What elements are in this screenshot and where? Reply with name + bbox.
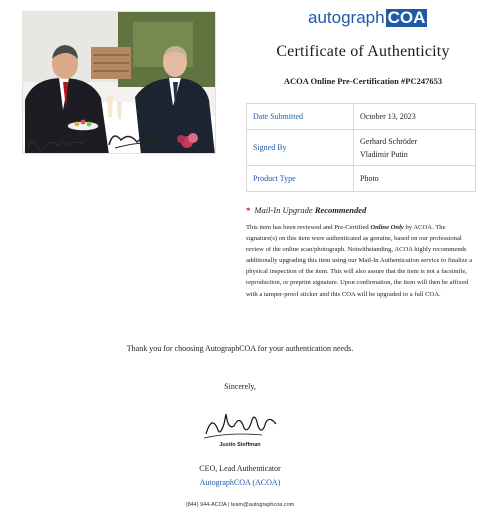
description-text: This item has been reviewed and Pre-Certified bbox=[246, 224, 371, 231]
thank-you-line: Thank you for choosing AutographCOA for your authentication needs. bbox=[126, 344, 354, 353]
mail-in-upgrade-notice bbox=[246, 205, 366, 215]
signed-by-row bbox=[247, 130, 476, 166]
date-submitted-label: Date Submitted bbox=[247, 104, 354, 130]
signer-printed-name: Justin Steffman bbox=[219, 442, 261, 448]
certification-description bbox=[246, 222, 478, 300]
date-submitted-text: October 13, 2023 bbox=[360, 112, 416, 121]
mail-in-upgrade-label: Mail-In Upgrade bbox=[254, 205, 313, 215]
autographcoa-logo bbox=[308, 8, 427, 28]
signed-by-value bbox=[354, 130, 476, 166]
product-type-row bbox=[247, 166, 476, 192]
product-type-value bbox=[354, 166, 476, 192]
signer-name: Gerhard Schröder bbox=[360, 136, 418, 146]
product-type-text: Photo bbox=[360, 174, 379, 183]
date-submitted-value bbox=[354, 104, 476, 130]
online-only-emphasis: Online Only bbox=[370, 224, 404, 231]
date-submitted-row bbox=[247, 104, 476, 130]
description-text: by ACOA. The signature(s) on this item were authenticated as genuine, based on our professional review of the online scan/photograph. Notwithstanding, ACOA highly recommends additionally upgrading this item using our bbox=[246, 224, 467, 265]
company-name: AutographCOA (ACOA) bbox=[199, 478, 281, 487]
contact-footer: (844) 944-ACOA | team@autographcoa.com bbox=[185, 502, 295, 508]
signer-title: CEO, Lead Authenticator bbox=[199, 464, 281, 473]
certificate-title: Certificate of Authenticity bbox=[276, 43, 450, 60]
ceo-signature bbox=[200, 408, 282, 442]
mail-in-authentication-link[interactable]: Mail-In Authentication bbox=[358, 257, 420, 265]
required-star-icon: * bbox=[246, 205, 251, 215]
signed-by-label: Signed By bbox=[247, 130, 354, 166]
description-text: service to finalize a physical inspection of the item. This will also assure that the item is not a facsimile, reproduction, or preprint signature. Upon confirmation, the item will then be affixed with a tamper-proof sticker and this COA will be upgraded to a full COA. bbox=[246, 257, 473, 298]
logo-coa-badge: COA bbox=[387, 8, 426, 27]
certificate-details-table bbox=[246, 103, 476, 192]
product-type-label: Product Type bbox=[247, 166, 354, 192]
signed-photo bbox=[22, 11, 216, 154]
signer-name: Vladimir Putin bbox=[360, 149, 408, 159]
recommended-label: Recommended bbox=[314, 205, 367, 215]
signed-photo-image bbox=[23, 12, 216, 154]
sincerely-line: Sincerely, bbox=[224, 382, 256, 391]
logo-text: autograph bbox=[308, 8, 385, 27]
pre-certification-number: ACOA Online Pre-Certification #PC247653 bbox=[283, 76, 443, 86]
